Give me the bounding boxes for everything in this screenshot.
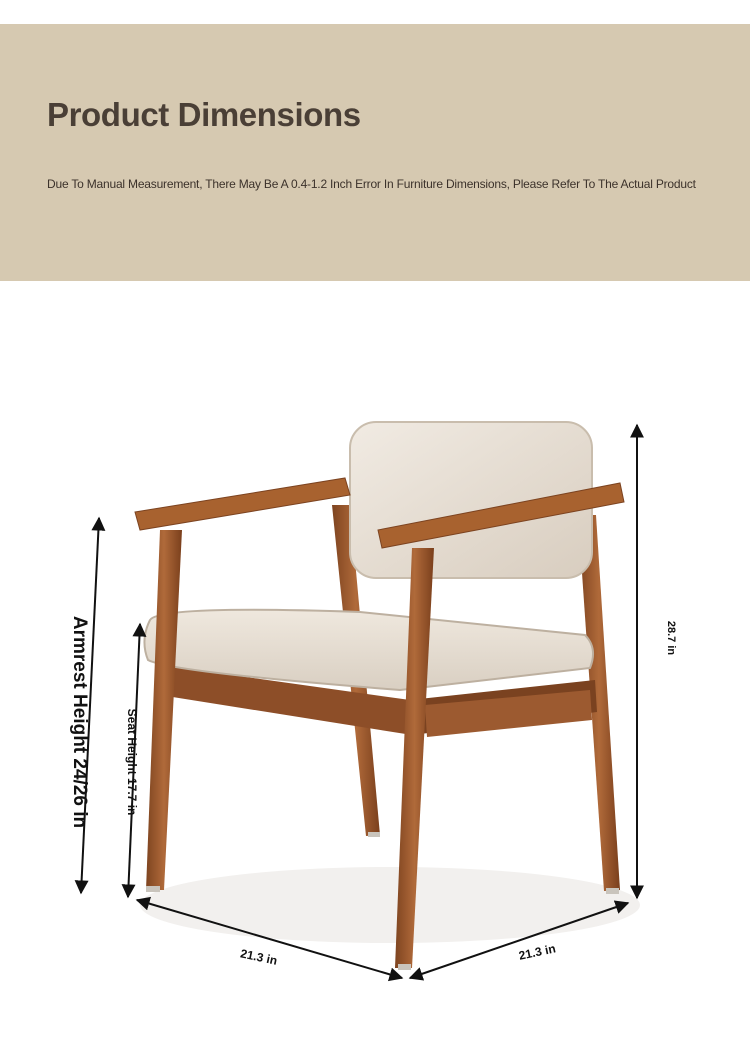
depth-label: 21.3 in — [517, 941, 557, 963]
armrest-height-label: Armrest Height 24/26 in — [69, 615, 90, 829]
front-left-leg — [146, 530, 182, 890]
measurement-notice: Due To Manual Measurement, There May Be A 0.4-1.2 Inch Error In Furniture Dimensions, Please Refer To The Actual Product — [47, 177, 696, 191]
foot-cap — [398, 964, 411, 970]
foot-cap — [606, 888, 619, 894]
page-title: Product Dimensions — [47, 96, 361, 133]
seat-height-label: Seat Height 17.7 in — [125, 708, 139, 816]
total-height-label: 28.7 in — [665, 620, 677, 656]
floor-shadow — [140, 867, 640, 943]
foot-cap — [368, 832, 380, 837]
left-armrest — [135, 478, 350, 530]
foot-cap — [146, 886, 160, 892]
width-label: 21.3 in — [239, 946, 279, 968]
